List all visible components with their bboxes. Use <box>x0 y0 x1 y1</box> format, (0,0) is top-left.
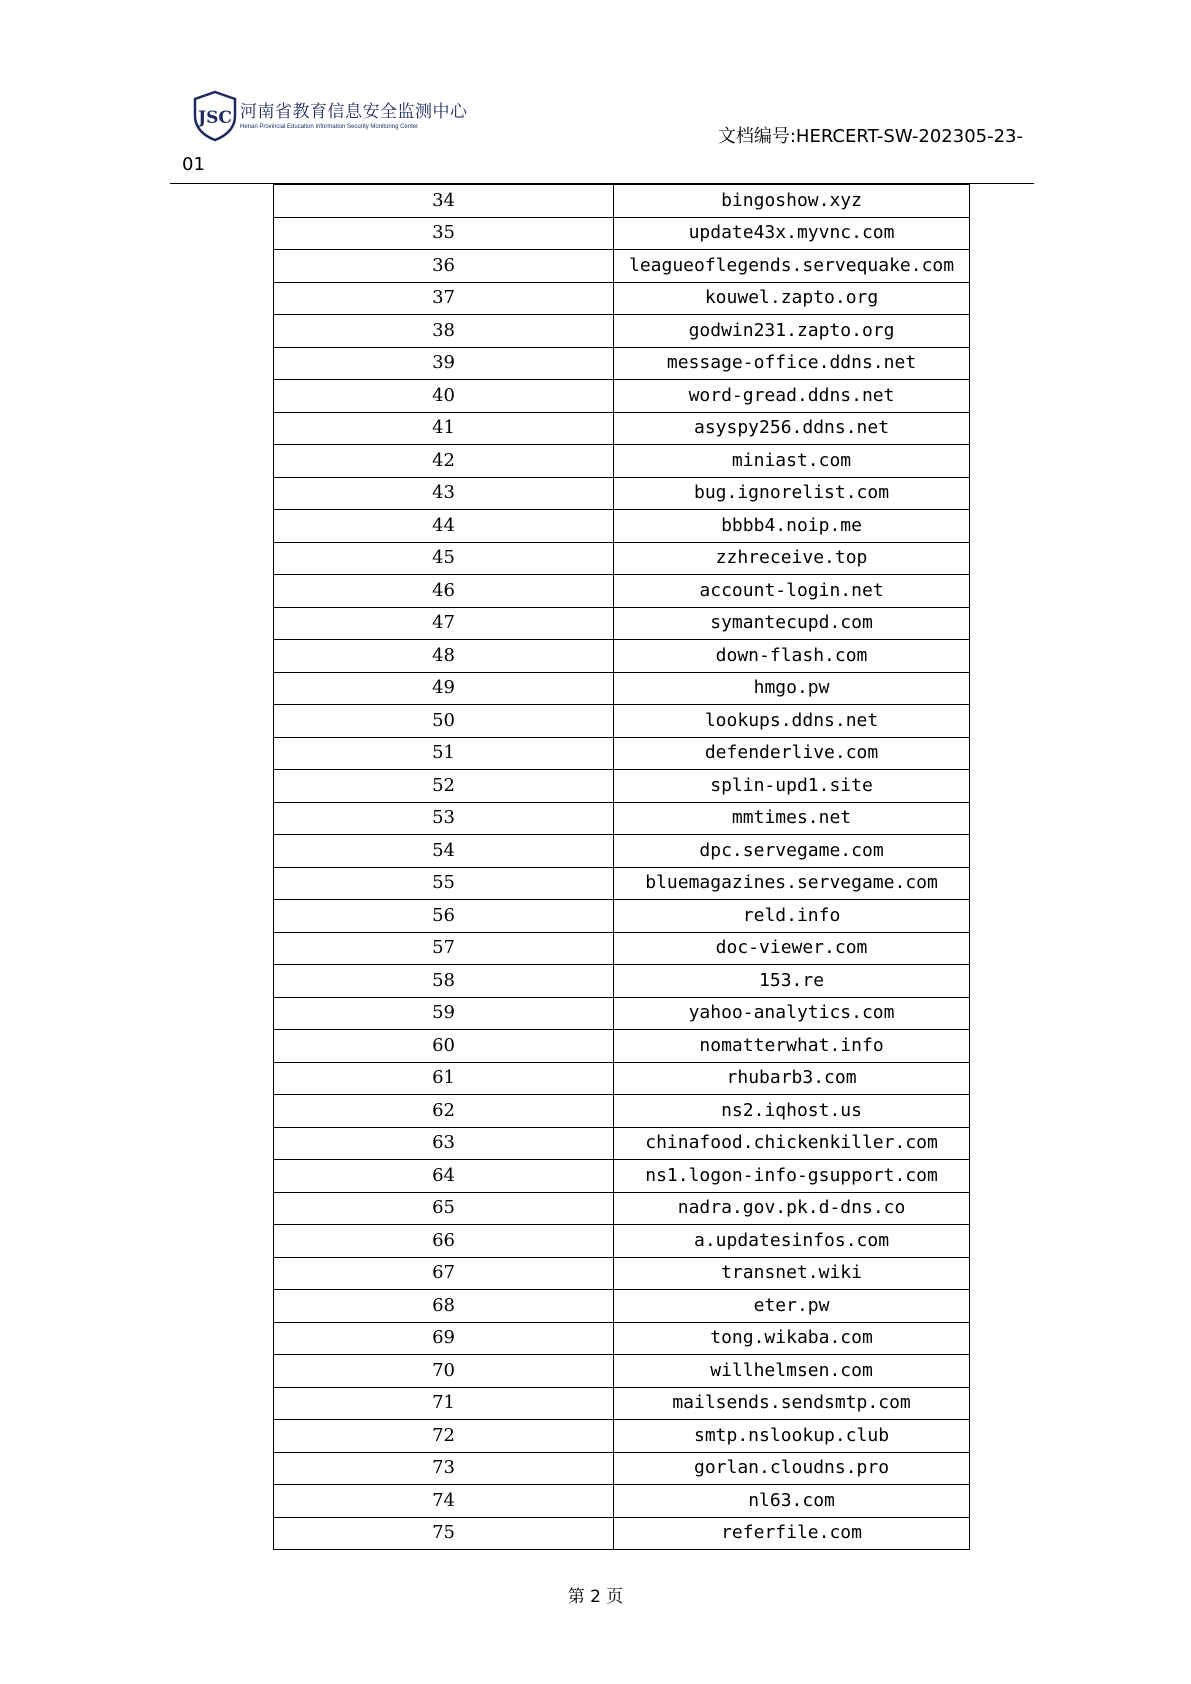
row-number: 57 <box>274 932 614 965</box>
table-row <box>274 900 970 933</box>
row-number: 69 <box>274 1322 614 1355</box>
table-row <box>274 445 970 478</box>
row-domain: a.updatesinfos.com <box>614 1225 970 1258</box>
row-domain: account-login.net <box>614 575 970 608</box>
row-number: 53 <box>274 802 614 835</box>
row-domain: nadra.gov.pk.d-dns.co <box>614 1192 970 1225</box>
table-row <box>274 412 970 445</box>
row-number: 41 <box>274 412 614 445</box>
row-domain: update43x.myvnc.com <box>614 217 970 250</box>
table-row <box>274 185 970 218</box>
table-row <box>274 1062 970 1095</box>
row-number: 43 <box>274 477 614 510</box>
row-number: 39 <box>274 347 614 380</box>
row-domain: tong.wikaba.com <box>614 1322 970 1355</box>
row-domain: nl63.com <box>614 1485 970 1518</box>
row-domain: leagueoflegends.servequake.com <box>614 250 970 283</box>
row-domain: dpc.servegame.com <box>614 835 970 868</box>
row-number: 44 <box>274 510 614 543</box>
row-number: 40 <box>274 380 614 413</box>
row-domain: smtp.nslookup.club <box>614 1420 970 1453</box>
table-row <box>274 802 970 835</box>
table-row <box>274 1030 970 1063</box>
table-row <box>274 1452 970 1485</box>
doc-number: 文档编号:HERCERT-SW-202305-23- <box>717 126 1023 147</box>
row-domain: ns2.iqhost.us <box>614 1095 970 1128</box>
row-domain: doc-viewer.com <box>614 932 970 965</box>
row-domain: willhelmsen.com <box>614 1355 970 1388</box>
page-header <box>0 0 1191 190</box>
row-number: 50 <box>274 705 614 738</box>
row-number: 47 <box>274 607 614 640</box>
row-domain: reld.info <box>614 900 970 933</box>
org-name-en: Henan Provincial Education Information Security Monitoring Center <box>240 123 419 130</box>
table-row <box>274 1160 970 1193</box>
row-domain: gorlan.cloudns.pro <box>614 1452 970 1485</box>
row-number: 46 <box>274 575 614 608</box>
row-number: 51 <box>274 737 614 770</box>
row-domain: splin-upd1.site <box>614 770 970 803</box>
row-number: 63 <box>274 1127 614 1160</box>
row-domain: zzhreceive.top <box>614 542 970 575</box>
row-domain: mmtimes.net <box>614 802 970 835</box>
row-number: 67 <box>274 1257 614 1290</box>
row-domain: transnet.wiki <box>614 1257 970 1290</box>
table-row <box>274 477 970 510</box>
table-row <box>274 1290 970 1323</box>
row-number: 71 <box>274 1387 614 1420</box>
row-number: 48 <box>274 640 614 673</box>
table-row <box>274 1225 970 1258</box>
row-domain: yahoo-analytics.com <box>614 997 970 1030</box>
row-domain: 153.re <box>614 965 970 998</box>
row-number: 60 <box>274 1030 614 1063</box>
row-domain: word-gread.ddns.net <box>614 380 970 413</box>
row-domain: message-office.ddns.net <box>614 347 970 380</box>
row-number: 52 <box>274 770 614 803</box>
org-logo <box>192 90 468 142</box>
row-domain: nomatterwhat.info <box>614 1030 970 1063</box>
row-domain: kouwel.zapto.org <box>614 282 970 315</box>
table-row <box>274 737 970 770</box>
row-domain: bluemagazines.servegame.com <box>614 867 970 900</box>
logo-letters: JSC <box>198 108 232 128</box>
row-domain: asyspy256.ddns.net <box>614 412 970 445</box>
table-row <box>274 380 970 413</box>
row-number: 73 <box>274 1452 614 1485</box>
row-number: 68 <box>274 1290 614 1323</box>
malicious-domain-table <box>273 184 970 1550</box>
row-number: 36 <box>274 250 614 283</box>
row-domain: godwin231.zapto.org <box>614 315 970 348</box>
table-row <box>274 770 970 803</box>
table-row <box>274 932 970 965</box>
table-row <box>274 867 970 900</box>
table-row <box>274 542 970 575</box>
row-number: 59 <box>274 997 614 1030</box>
shield-logo-icon <box>192 90 238 142</box>
table-row <box>274 1420 970 1453</box>
row-number: 61 <box>274 1062 614 1095</box>
row-number: 62 <box>274 1095 614 1128</box>
table-row <box>274 1485 970 1518</box>
table-row <box>274 672 970 705</box>
row-domain: mailsends.sendsmtp.com <box>614 1387 970 1420</box>
row-number: 75 <box>274 1517 614 1550</box>
table-row <box>274 1517 970 1550</box>
table-row <box>274 282 970 315</box>
row-domain: chinafood.chickenkiller.com <box>614 1127 970 1160</box>
row-domain: symantecupd.com <box>614 607 970 640</box>
table-row <box>274 575 970 608</box>
row-number: 58 <box>274 965 614 998</box>
row-domain: bbbb4.noip.me <box>614 510 970 543</box>
table-row <box>274 1322 970 1355</box>
row-number: 35 <box>274 217 614 250</box>
table-row <box>274 705 970 738</box>
table-body <box>274 185 970 1550</box>
table-row <box>274 997 970 1030</box>
row-number: 49 <box>274 672 614 705</box>
row-number: 37 <box>274 282 614 315</box>
table-row <box>274 1095 970 1128</box>
row-number: 72 <box>274 1420 614 1453</box>
row-number: 56 <box>274 900 614 933</box>
table-row <box>274 1192 970 1225</box>
table-row <box>274 315 970 348</box>
row-number: 70 <box>274 1355 614 1388</box>
row-number: 65 <box>274 1192 614 1225</box>
table-row <box>274 217 970 250</box>
table-row <box>274 965 970 998</box>
row-domain: bug.ignorelist.com <box>614 477 970 510</box>
row-number: 66 <box>274 1225 614 1258</box>
page-number: 第 2 页 <box>567 1587 624 1607</box>
table-row <box>274 1257 970 1290</box>
row-number: 45 <box>274 542 614 575</box>
table-row <box>274 835 970 868</box>
row-domain: bingoshow.xyz <box>614 185 970 218</box>
row-domain: referfile.com <box>614 1517 970 1550</box>
row-number: 42 <box>274 445 614 478</box>
row-number: 54 <box>274 835 614 868</box>
row-number: 55 <box>274 867 614 900</box>
row-domain: eter.pw <box>614 1290 970 1323</box>
table-row <box>274 250 970 283</box>
org-name-cn: 河南省教育信息安全监测中心 <box>240 101 468 122</box>
table-row <box>274 510 970 543</box>
table-row <box>274 1355 970 1388</box>
table-row <box>274 1387 970 1420</box>
row-domain: miniast.com <box>614 445 970 478</box>
row-domain: ns1.logon-info-gsupport.com <box>614 1160 970 1193</box>
row-domain: hmgo.pw <box>614 672 970 705</box>
row-number: 64 <box>274 1160 614 1193</box>
table-row <box>274 347 970 380</box>
row-number: 34 <box>274 185 614 218</box>
table-row <box>274 1127 970 1160</box>
row-domain: defenderlive.com <box>614 737 970 770</box>
row-domain: rhubarb3.com <box>614 1062 970 1095</box>
row-domain: lookups.ddns.net <box>614 705 970 738</box>
table-row <box>274 640 970 673</box>
row-number: 74 <box>274 1485 614 1518</box>
row-number: 38 <box>274 315 614 348</box>
row-domain: down-flash.com <box>614 640 970 673</box>
table-row <box>274 607 970 640</box>
doc-number-continued: 01 <box>182 154 205 175</box>
page-footer <box>0 1582 1191 1607</box>
